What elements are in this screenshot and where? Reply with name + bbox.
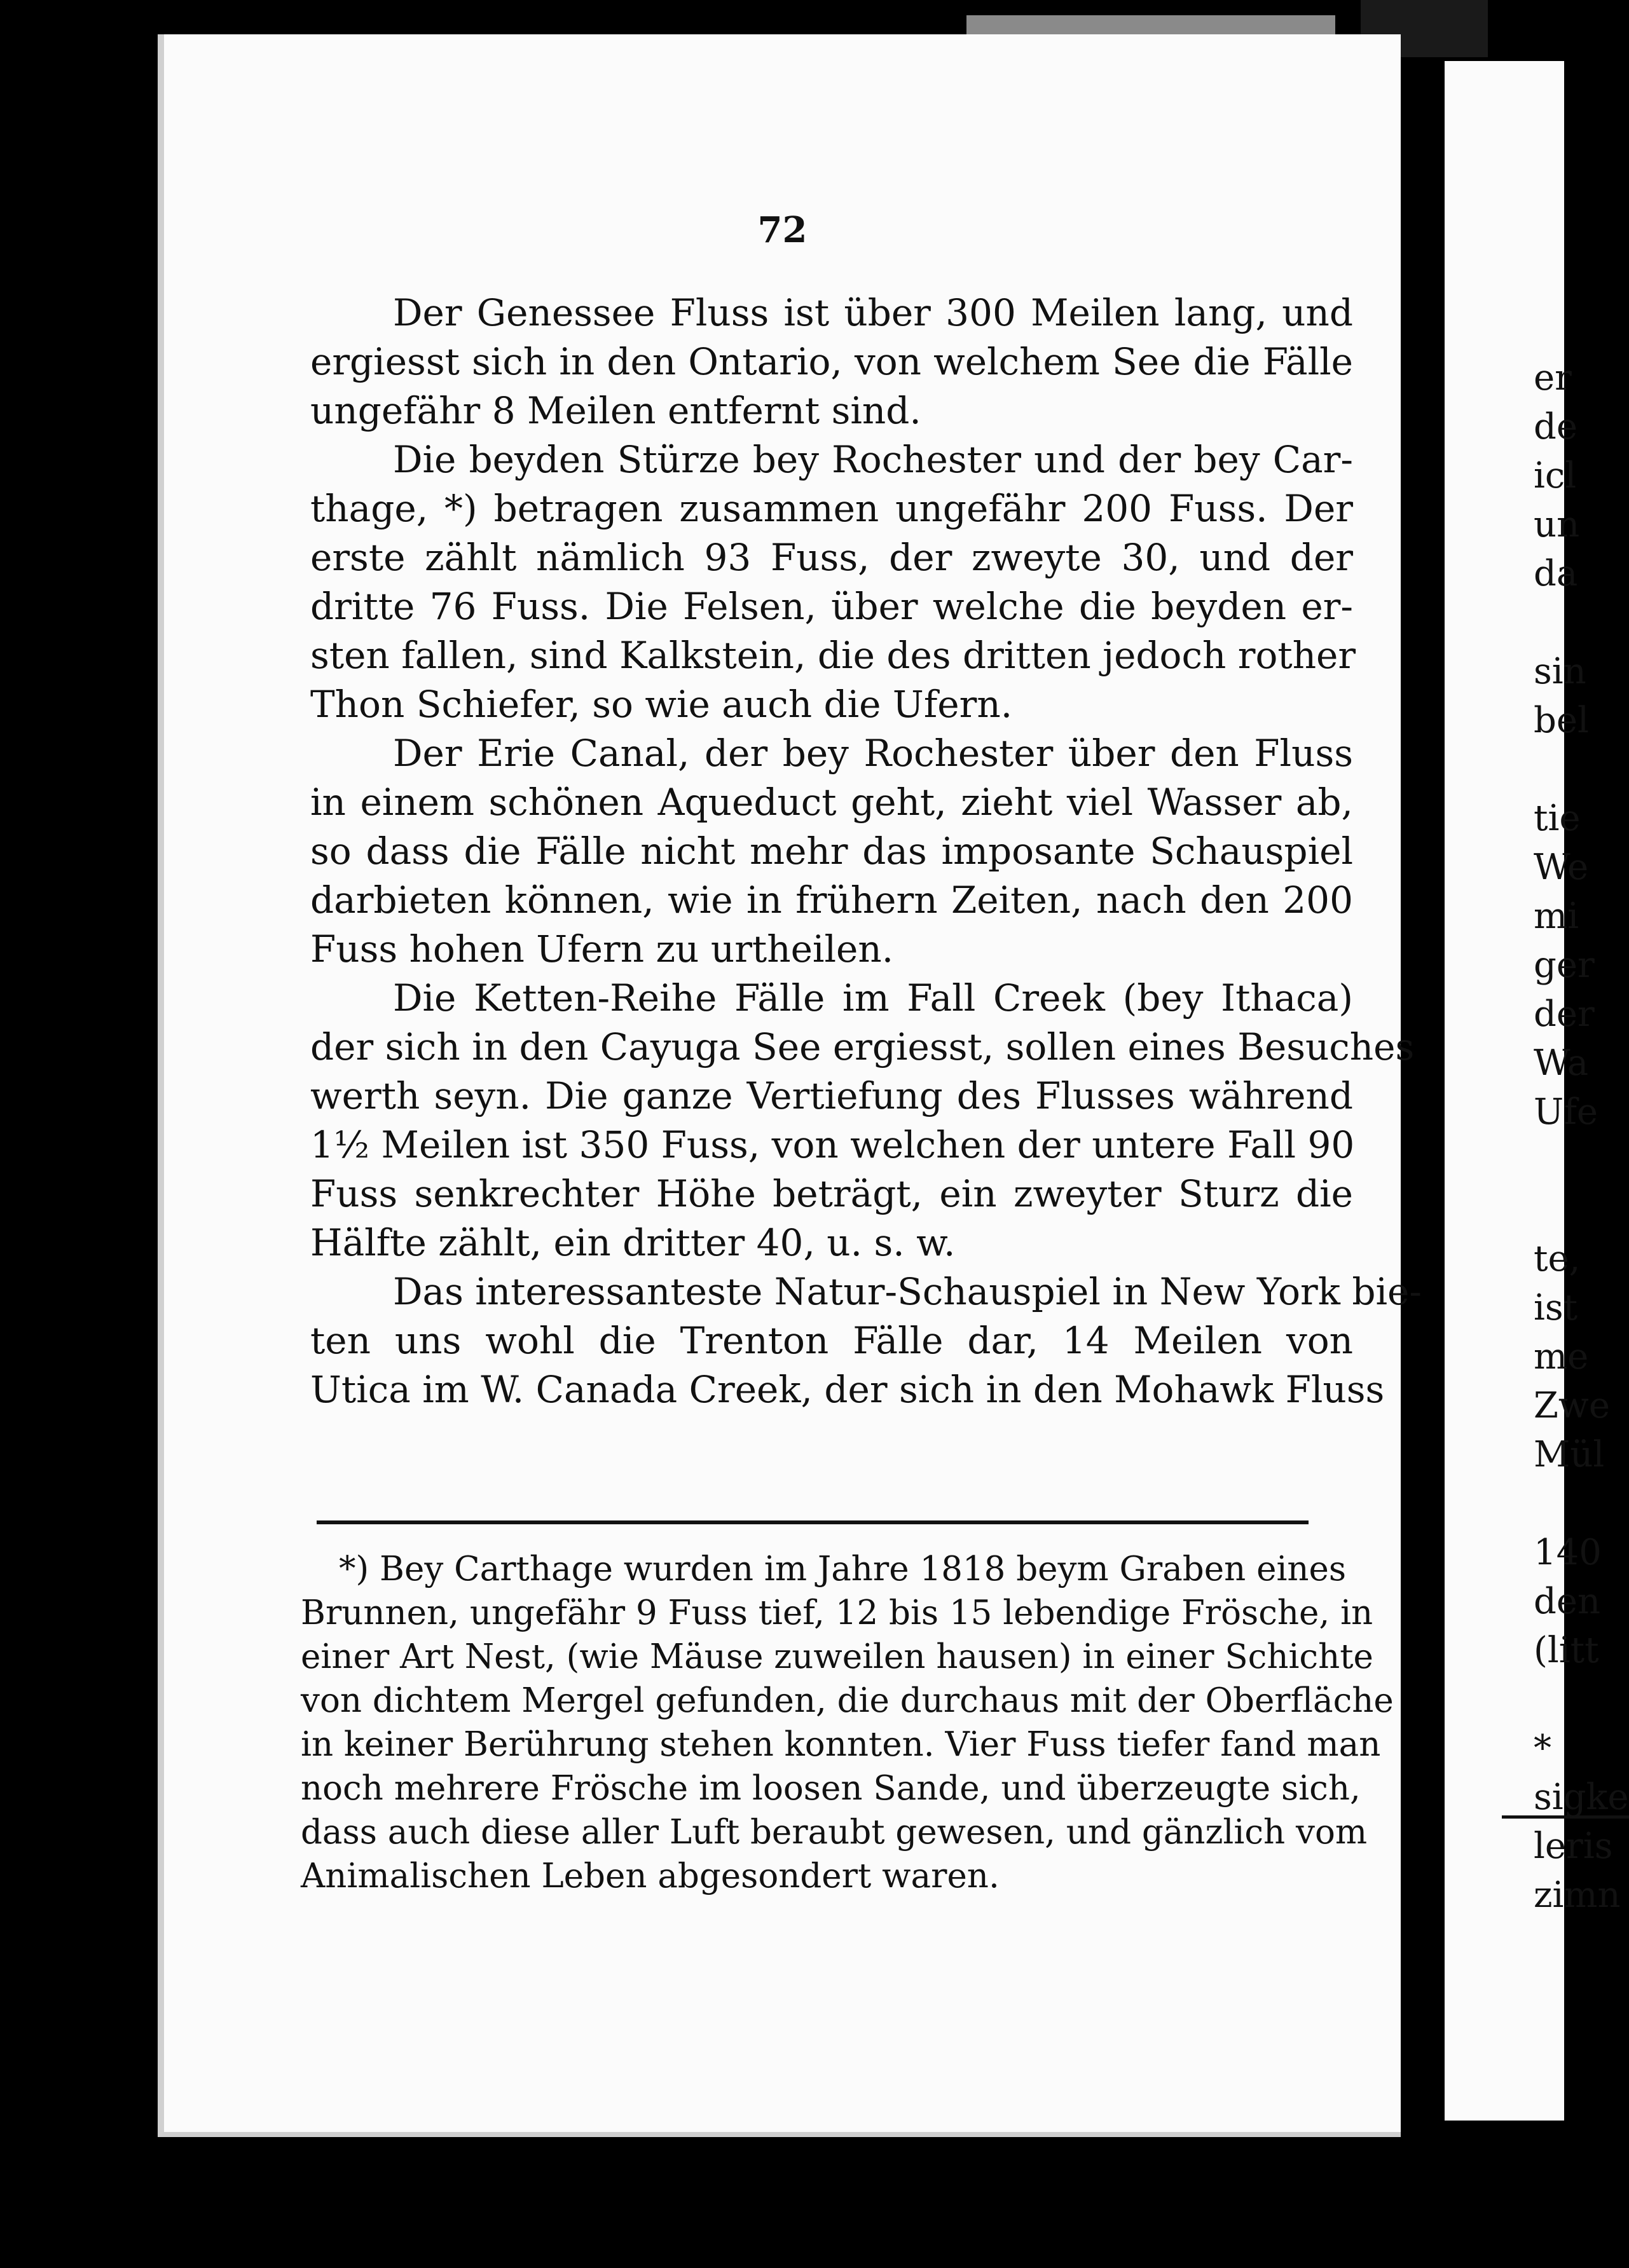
text-line: Der Erie Canal, der bey Rochester über den Fluss	[393, 732, 1353, 775]
next-page-fragment	[1534, 1185, 1629, 1234]
text-line: Die beyden Stürze bey Rochester und der bey Car-	[393, 438, 1353, 481]
text-line: Das interessanteste Natur-Schauspiel in New York bie-	[393, 1270, 1422, 1313]
next-page-fragment	[1534, 1137, 1629, 1185]
next-page-fragment: den	[1534, 1581, 1601, 1622]
text-line: ergiesst sich in den Ontario, von welchem See die Fälle	[310, 340, 1353, 383]
page-number: 72	[757, 209, 808, 251]
next-page-fragment: tie	[1534, 798, 1581, 839]
next-page-fragment: bel	[1534, 700, 1589, 741]
next-page-fragment: We	[1534, 847, 1589, 888]
footnote-line: von dichtem Mergel gefunden, die durchaus mit der Oberfläche	[301, 1681, 1394, 1720]
text-line: 1½ Meilen ist 350 Fuss, von welchen der untere Fall 90	[310, 1123, 1355, 1166]
footnote-rule	[317, 1520, 1309, 1524]
text-line: werth seyn. Die ganze Vertiefung des Flusses während	[310, 1074, 1353, 1117]
footnote-line: Brunnen, ungefähr 9 Fuss tief, 12 bis 15 lebendige Frösche, in	[301, 1594, 1373, 1632]
text-line: Thon Schiefer, so wie auch die Ufern.	[310, 683, 1013, 726]
next-page-fragment	[1534, 745, 1629, 794]
next-page-fragment: der	[1534, 994, 1595, 1035]
next-page-fragment: er	[1534, 357, 1572, 399]
next-page-fragment	[1534, 1479, 1629, 1528]
body-text	[310, 289, 1422, 1414]
footnote-line: *) Bey Carthage wurden im Jahre 1818 beym Graben eines	[339, 1550, 1347, 1588]
text-line: ungefähr 8 Meilen entfernt sind.	[310, 389, 921, 432]
next-page-fragment: sigke	[1534, 1777, 1629, 1818]
next-page-fragment	[1534, 1675, 1629, 1724]
paragraph-3	[310, 729, 1353, 974]
text-line: thage, *) betragen zusammen ungefähr 200 Fuss. Der	[310, 487, 1353, 530]
text-line: Die Ketten-Reihe Fälle im Fall Creek (bey Ithaca)	[393, 976, 1353, 1020]
next-page-fragment: *	[1534, 1728, 1551, 1769]
text-line: Utica im W. Canada Creek, der sich in den Mohawk Fluss	[310, 1368, 1385, 1411]
next-page-edge	[1445, 61, 1629, 2121]
next-page-text	[1534, 353, 1629, 1920]
next-page-fragment: me	[1534, 1336, 1589, 1377]
text-line: Hälfte zählt, ein dritter 40, u. s. w.	[310, 1221, 956, 1264]
next-page-fragment: icl	[1534, 455, 1577, 496]
text-line: sten fallen, sind Kalkstein, die des dritten jedoch rother	[310, 634, 1356, 677]
next-page-fragment: zimn	[1534, 1875, 1621, 1916]
footnote	[301, 1547, 1394, 1898]
text-line: erste zählt nämlich 93 Fuss, der zweyte 30, und der	[310, 536, 1353, 579]
next-page-fragment: ist	[1534, 1287, 1578, 1329]
footnote-line: Animalischen Leben abgesondert waren.	[301, 1857, 1000, 1896]
paragraph-1	[310, 289, 1353, 435]
text-line: dritte 76 Fuss. Die Felsen, über welche die beyden er-	[310, 585, 1353, 628]
paragraph-5	[310, 1267, 1422, 1414]
next-page-fragment: te,	[1534, 1238, 1581, 1280]
next-page-fragment: sin	[1534, 651, 1586, 692]
next-page-fragment: Ufe	[1534, 1091, 1598, 1133]
footnote-line: einer Art Nest, (wie Mäuse zuweilen hausen) in einer Schichte	[301, 1637, 1373, 1676]
book-page	[158, 34, 1422, 2137]
paragraph-2	[310, 435, 1356, 729]
next-page-fragment: un	[1534, 504, 1580, 545]
next-page-fragment: ger	[1534, 945, 1595, 986]
footnote-line: noch mehrere Frösche im loosen Sande, und überzeugte sich,	[301, 1769, 1361, 1808]
next-page-fragment: Wa	[1534, 1042, 1589, 1084]
text-line: der sich in den Cayuga See ergiesst, sollen eines Besuches	[310, 1025, 1415, 1069]
next-page-fragment: (litt	[1534, 1630, 1599, 1671]
text-line: in einem schönen Aqueduct geht, zieht viel Wasser ab,	[310, 781, 1353, 824]
text-line: Der Genessee Fluss ist über 300 Meilen lang, und	[393, 291, 1353, 334]
next-page-rule	[1502, 1815, 1629, 1819]
next-page-fragment: Mül	[1534, 1434, 1605, 1475]
next-page-fragment: Zwe	[1534, 1385, 1610, 1426]
text-line: darbieten können, wie in frühern Zeiten, nach den 200	[310, 878, 1353, 922]
next-page-fragment: de	[1534, 406, 1577, 447]
next-page-fragment: 140	[1534, 1532, 1602, 1573]
next-page-fragment	[1534, 598, 1629, 647]
next-page-fragment: leris	[1534, 1826, 1613, 1867]
footnote-line: dass auch diese aller Luft beraubt gewesen, und gänzlich vom	[301, 1813, 1368, 1852]
next-page-fragment: da	[1534, 553, 1578, 594]
text-line: Fuss senkrechter Höhe beträgt, ein zweyter Sturz die	[310, 1172, 1353, 1215]
text-line: ten uns wohl die Trenton Fälle dar, 14 Meilen von	[310, 1319, 1353, 1362]
text-line: so dass die Fälle nicht mehr das imposante Schauspiel	[310, 830, 1353, 873]
footnote-line: in keiner Berührung stehen konnten. Vier Fuss tiefer fand man	[301, 1725, 1381, 1764]
text-line: Fuss hohen Ufern zu urtheilen.	[310, 927, 894, 971]
next-page-fragment: mi	[1534, 896, 1579, 937]
paragraph-4	[310, 974, 1415, 1267]
